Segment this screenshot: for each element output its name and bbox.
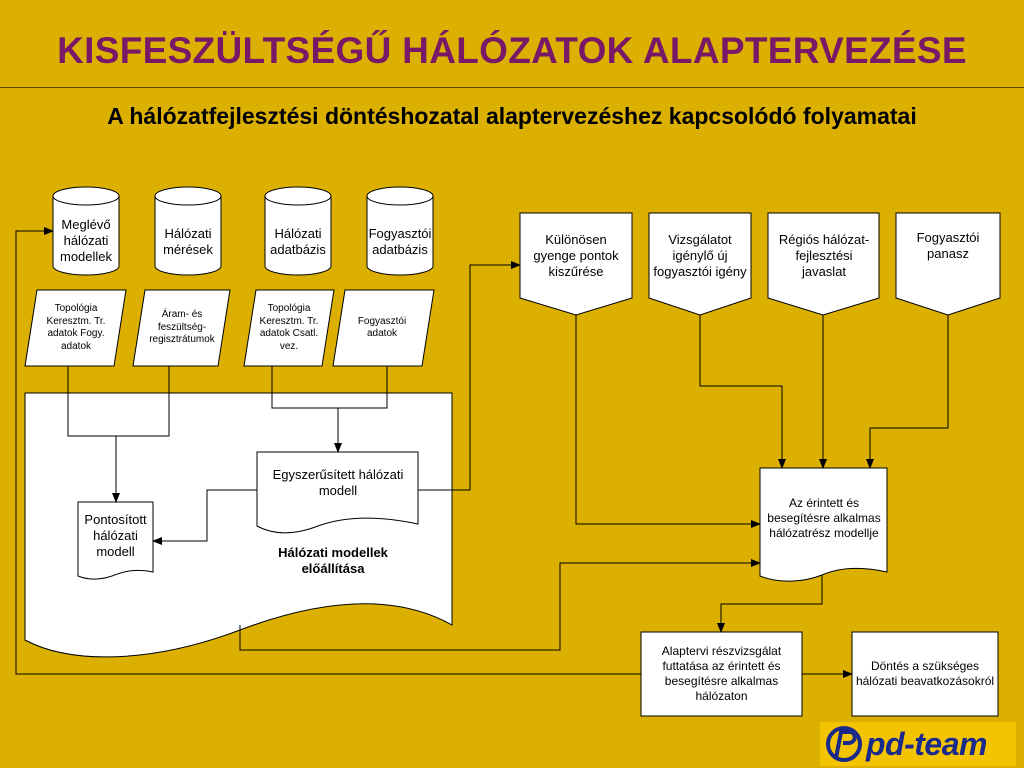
affected-model-label: Az érintett és besegítésre alkalmas hálózatrész modellje <box>767 495 881 540</box>
input-topology1-label: Topológia Keresztm. Tr. adatok Fogy. adatok <box>46 303 106 352</box>
db-consumer-label: Fogyasztói adatbázis <box>368 225 432 257</box>
decision-label: Döntés a szükséges hálózati beavatkozásokról <box>855 659 995 688</box>
input-topology2-label: Topológia Keresztm. Tr. adatok Csatl. vez. <box>259 303 319 352</box>
trigger-new-consumer-label: Vizsgálatot igénylő új fogyasztói igény <box>653 231 747 280</box>
sub-analysis-label: Alaptervi részvizsgálat futtatása az érintett és besegítésre alkalmas hálózaton <box>661 644 782 703</box>
db-existing-models-label: Meglévő hálózati modellek <box>59 216 113 265</box>
db-network-label: Hálózati adatbázis <box>270 225 326 257</box>
trigger-weak-points-label: Különösen gyenge pontok kiszűrése <box>533 231 619 280</box>
simplified-model-label: Egyszerűsített hálózati modell <box>272 466 404 498</box>
logo-text: pd-team <box>866 725 987 762</box>
model-area-label: Hálózati modellek előállítása <box>278 544 388 576</box>
trigger-regional-label: Régiós hálózat- fejlesztési javaslat <box>778 231 870 280</box>
refined-model-label: Pontosított hálózati modell <box>84 511 147 560</box>
trigger-complaint-label: Fogyasztói panasz <box>916 229 980 261</box>
pd-team-logo-mark <box>824 724 864 764</box>
input-current-voltage-label: Áram- és feszültség- regisztrátumok <box>149 309 215 346</box>
db-measurements-label: Hálózati mérések <box>163 225 213 257</box>
diagram-subtitle: A hálózatfejlesztési döntéshozatal alaptervezéshez kapcsolódó folyamatai <box>107 103 917 129</box>
page-title: KISFESZÜLTSÉGŰ HÁLÓZATOK ALAPTERVEZÉSE <box>57 30 967 71</box>
pd-team-logo <box>820 722 1016 766</box>
input-consumer-data-label: Fogyasztói adatok <box>357 315 407 339</box>
